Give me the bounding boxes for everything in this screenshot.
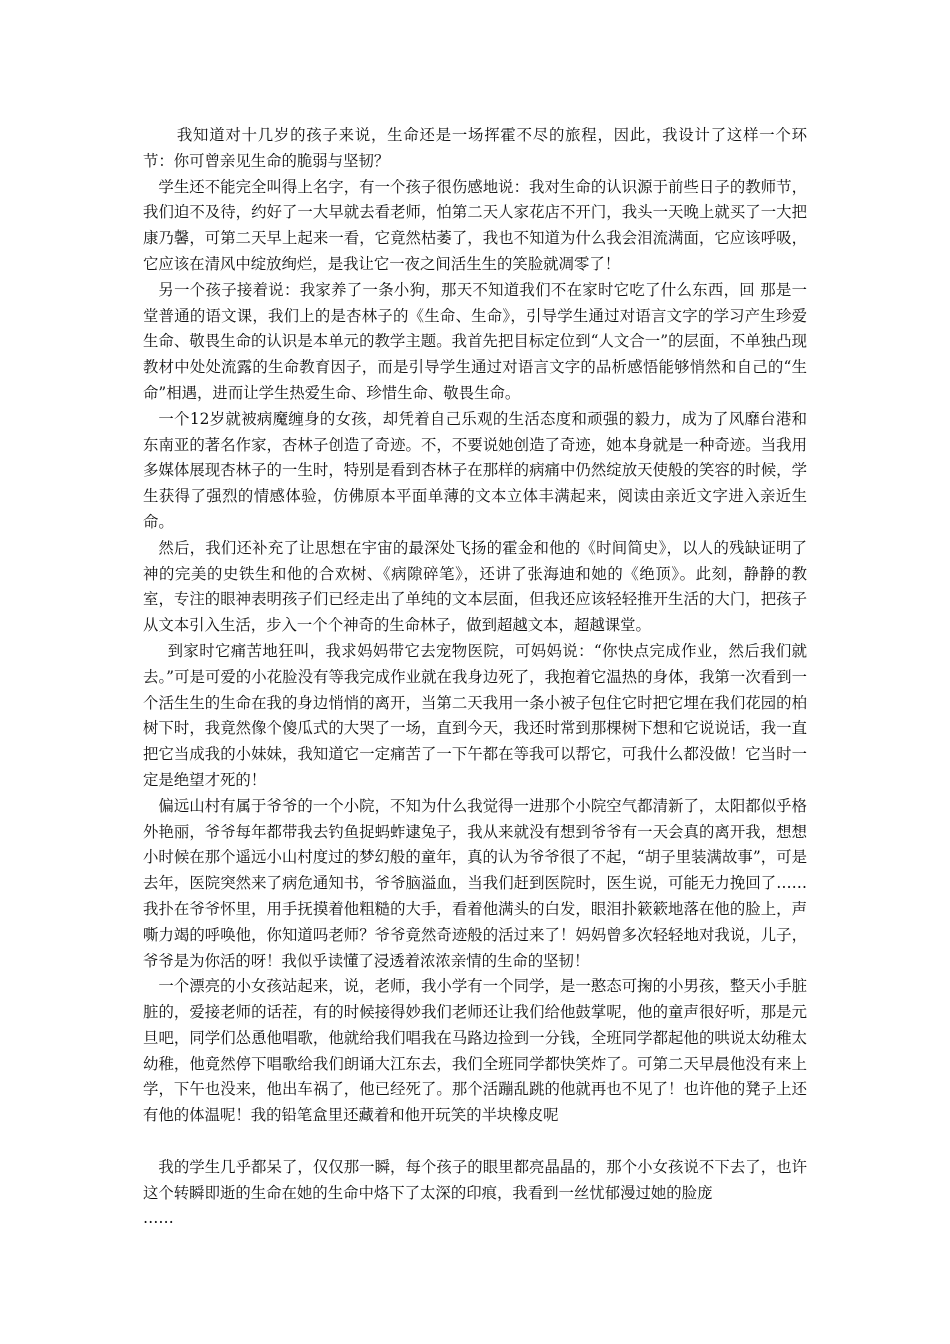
paragraph-9: 我的学生几乎都呆了，仅仅那一瞬，每个孩子的眼里都亮晶晶的，那个小女孩说不下去了，也许这个转瞬即逝的生命在她的生命中烙下了太深的印痕，我看到一丝忧郁漫过她的脸庞 [143, 1157, 807, 1202]
paragraph-ellipsis: …… [143, 1209, 174, 1228]
paragraph-3: 另一个孩子接着说：我家养了一条小狗，那天不知道我们不在家时它吃了什么东西，回 那是一堂普通的语文课，我们上的是杏林子的《生命、生命》，引导学生通过对语言文字的学习产生珍爱生命、敬畏生命的认识是本单元的教学主题。我首先把目标定位到“人文合一”的层面，不单独凸现教材中处处流露的生命教育因子，而是引导学生通过对语言文字的品析感悟能够悄然和自己的“生命”相遇，进而让学生热爱生命、珍惜生命、敬畏生命。 [143, 280, 807, 402]
paragraph-1: 我知道对十几岁的孩子来说，生命还是一场挥霍不尽的旅程，因此，我设计了这样一个环节：你可曾亲见生命的脆弱与坚韧？ [143, 126, 807, 170]
paragraph-2: 学生还不能完全叫得上名字，有一个孩子很伤感地说：我对生命的认识源于前些日子的教师节，我们迫不及待，约好了一大早就去看老师，怕第二天人家花店不开门，我头一天晚上就买了一大把康乃馨，可第二天早上起来一看，它竟然枯萎了，我也不知道为什么我会泪流满面，它应该呼吸，它应该在清风中绽放绚烂，是我让它一夜之间活生生的笑脸就凋零了！ [143, 177, 807, 273]
paragraph-5: 然后，我们还补充了让思想在宇宙的最深处飞扬的霍金和他的《时间简史》，以人的残缺证明了神的完美的史铁生和他的合欢树、《病隙碎笔》，还讲了张海迪和她的《绝顶》。此刻，静静的教室，专注的眼神表明孩子们已经走出了单纯的文本层面，但我还应该轻轻推开生活的大门，把孩子从文本引入生活，步入一个个神奇的生命林子，做到超越文本，超越课堂。 [143, 538, 807, 635]
paragraph-4: 一个12岁就被病魔缠身的女孩，却凭着自己乐观的生活态度和顽强的毅力，成为了风靡台港和东南亚的著名作家，杏林子创造了奇迹。不，不要说她创造了奇迹，她本身就是一种奇迹。当我用多媒体展现杏林子的一生时，特别是看到杏林子在那样的病痛中仍然绽放天使般的笑容的时候，学生获得了强烈的情感体验，仿佛原本平面单薄的文本立体丰满起来，阅读由亲近文字进入亲近生命。 [143, 409, 807, 531]
paragraph-8: 一个漂亮的小女孩站起来，说，老师，我小学有一个同学，是一憨态可掬的小男孩，整天小手脏脏的，爱接老师的话茬，有的时候接得妙我们老师还让我们给他鼓掌呢，他的童声很好听，那是元旦吧，同学们怂恿他唱歌，他就给我们唱我在马路边捡到一分钱，全班同学都起他的哄说太幼稚太幼稚，他竟然停下唱歌给我们朗诵大江东去，我们全班同学都快笑炸了。可第二天早晨他没有来上学，下午也没来，他出车祸了，他已经死了。那个活蹦乱跳的他就再也不见了！也许他的凳子上还有他的体温呢！我的铅笔盒里还藏着和他开玩笑的半块橡皮呢 [143, 977, 807, 1125]
document-body [143, 123, 807, 1232]
paragraph-7: 偏远山村有属于爷爷的一个小院，不知为什么我觉得一进那个小院空气都清新了，太阳都似乎格外艳丽，爷爷每年都带我去钓鱼捉蚂蚱逮兔子，我从来就没有想到爷爷有一天会真的离开我，想想小时候在那个遥远小山村度过的梦幻般的童年，真的认为爷爷很了不起，“胡子里装满故事”，可是去年，医院突然来了病危通知书，爷爷脑溢血，当我们赶到医院时，医生说，可能无力挽回了……我扑在爷爷怀里，用手抚摸着他粗糙的大手，看着他满头的白发，眼泪扑簌簌地落在他的脸上，声嘶力竭的呼唤他，你知道吗老师？爷爷竟然奇迹般的活过来了！妈妈曾多次轻轻地对我说，儿子，爷爷是为你活的呀！我似乎读懂了浸透着浓浓亲情的生命的坚韧！ [143, 796, 807, 970]
paragraph-6: 到家时它痛苦地狂叫，我求妈妈带它去宠物医院，可妈妈说：“你快点完成作业，然后我们就去。”可是可爱的小花脸没有等我完成作业就在我身边死了，我抱着它温热的身体，我第一次看到一个活生生的生命在我的身边悄悄的离开，当第二天我用一条小被子包住它时把它埋在我们花园的柏树下时，我竟然像个傻瓜式的大哭了一场，直到今天，我还时常到那棵树下想和它说说话，我一直把它当成我的小妹妹，我知道它一定痛苦了一下午都在等我可以帮它，可我什么都没做！它当时一定是绝望才死的！ [143, 641, 807, 789]
